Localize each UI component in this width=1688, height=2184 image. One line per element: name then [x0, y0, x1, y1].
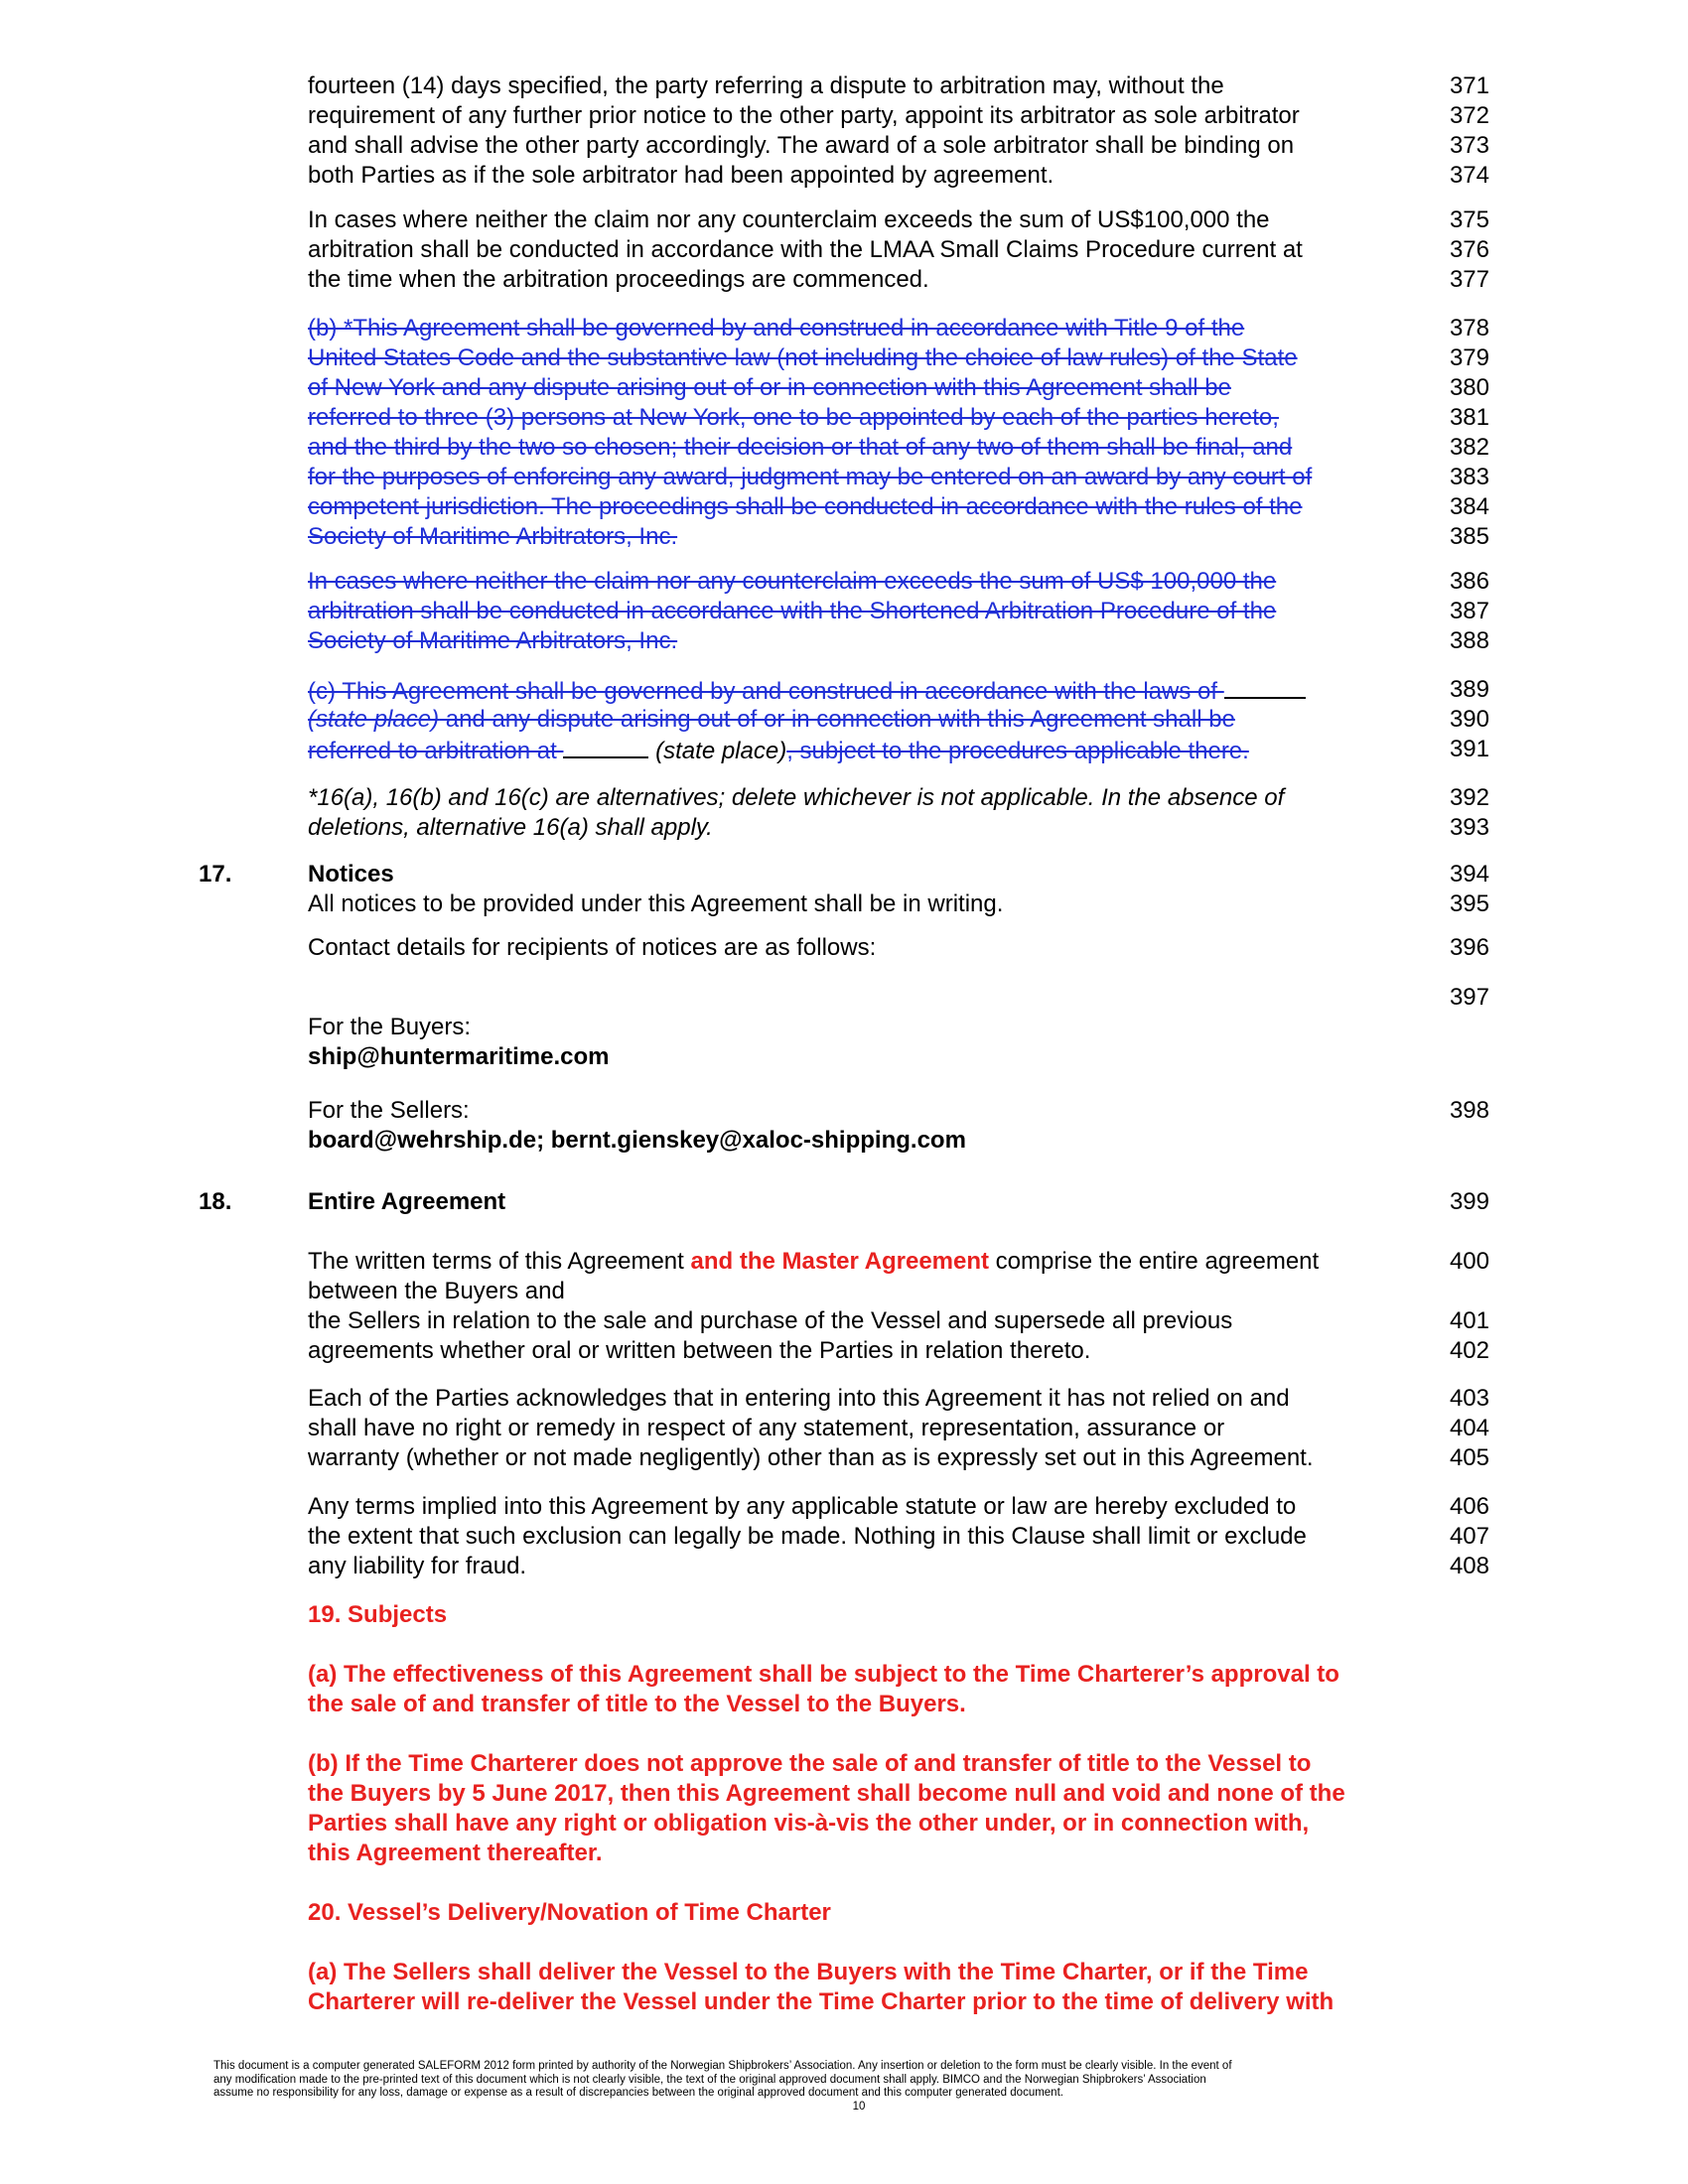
clause-number: 17.: [199, 861, 232, 887]
text-line: both Parties as if the sole arbitrator had been appointed by agreement.: [308, 162, 1055, 189]
inserted-text-line: (a) The effectiveness of this Agreement shall be subject to the Time Charterer’s approval to: [308, 1661, 1339, 1688]
clause-number: 18.: [199, 1188, 232, 1215]
clause-19a: [308, 1660, 1460, 1719]
deleted-text-line: competent jurisdiction. The proceedings shall be conducted in accordance with the rules of the: [308, 493, 1303, 520]
line-number: 377: [1449, 266, 1489, 293]
inserted-text-line: Parties shall have any right or obligation vis-à-vis the other under, or in connection with,: [308, 1810, 1310, 1837]
text-line: deletions, alternative 16(a) shall apply.: [308, 814, 713, 841]
inserted-text-line: this Agreement thereafter.: [308, 1840, 603, 1866]
entire-agreement-p1: [308, 1247, 1460, 1366]
buyers-email: ship@huntermaritime.com: [308, 1043, 610, 1070]
line-number: 379: [1449, 344, 1489, 371]
line-number: 384: [1449, 493, 1489, 520]
inserted-text: and the Master Agreement: [690, 1248, 990, 1275]
blank-field: [563, 735, 648, 758]
inserted-text-line: the sale of and transfer of title to the Vessel to the Buyers.: [308, 1691, 966, 1717]
sellers-email: board@wehrship.de; bernt.gienskey@xaloc-shipping.com: [308, 1127, 966, 1154]
text-line: Each of the Parties acknowledges that in entering into this Agreement it has not relied on and: [308, 1385, 1290, 1412]
text-line: the Sellers in relation to the sale and purchase of the Vessel and supersede all previous: [308, 1307, 1233, 1334]
line-number: 396: [1449, 934, 1489, 961]
text-line: any liability for fraud.: [308, 1553, 527, 1579]
line-number: 375: [1449, 206, 1489, 233]
deleted-clause-16b: [308, 314, 1460, 552]
line-number: 371: [1449, 72, 1489, 99]
text-line: All notices to be provided under this Agreement shall be in writing.: [308, 890, 1004, 917]
paragraph-small-claims: [308, 205, 1460, 295]
line-number: 376: [1449, 236, 1489, 263]
clause-title: 19. Subjects: [308, 1601, 448, 1628]
contact-intro: [308, 933, 1460, 963]
text-line: requirement of any further prior notice to the other party, appoint its arbitrator as sole arbitrator: [308, 102, 1300, 129]
line-number: 393: [1449, 814, 1489, 841]
clause-20a: [308, 1958, 1460, 2017]
line-number: 381: [1449, 404, 1489, 431]
deleted-shortened-procedure: [308, 567, 1460, 656]
paragraph-sole-arbitrator: [308, 71, 1460, 191]
blank-field: [1224, 675, 1306, 699]
deleted-text-line: arbitration shall be conducted in accordance with the Shortened Arbitration Procedure of the: [308, 598, 1277, 624]
line-number: 373: [1449, 132, 1489, 159]
line-number: 391: [1449, 736, 1489, 762]
line-number: 405: [1449, 1444, 1489, 1471]
text-line: warranty (whether or not made negligently) other than as is expressly set out in this Agreement.: [308, 1444, 1314, 1471]
inserted-text-line: Charterer will re-deliver the Vessel under the Time Charter prior to the time of delivery with: [308, 1988, 1335, 2015]
clause-20-delivery: [308, 1898, 1460, 1928]
sellers-label: For the Sellers:: [308, 1097, 470, 1124]
buyers-contact: [308, 1013, 1460, 1072]
alternatives-note: [308, 783, 1460, 843]
deleted-text-line: In cases where neither the claim nor any counterclaim exceeds the sum of US$ 100,000 the: [308, 568, 1277, 595]
line-number: 407: [1449, 1523, 1489, 1550]
deleted-text-line: (b) *This Agreement shall be governed by and construed in accordance with Title 9 of the: [308, 315, 1245, 341]
inserted-text-line: (a) The Sellers shall deliver the Vessel to the Buyers with the Time Charter, or if the Time: [308, 1959, 1309, 1985]
text-line: and shall advise the other party accordingly. The award of a sole arbitrator shall be binding on: [308, 132, 1295, 159]
line-number: 394: [1449, 861, 1489, 887]
text-line: Any terms implied into this Agreement by any applicable statute or law are hereby excluded to: [308, 1493, 1297, 1520]
deleted-text-line: United States Code and the substantive law (not including the choice of law rules) of the State: [308, 344, 1298, 371]
line-number: 401: [1449, 1307, 1489, 1334]
deleted-text-line: referred to three (3) persons at New York, one to be appointed by each of the parties hereto,: [308, 404, 1279, 431]
line-number: 402: [1449, 1337, 1489, 1364]
line-number: 390: [1449, 706, 1489, 733]
page-number: 10: [852, 2100, 866, 2113]
footer-line: This document is a computer generated SALEFORM 2012 form printed by authority of the Norwegian Shipbrokers’ Association. Any insertion or deletion to the form must be clearly visible. In the event of: [213, 2060, 1232, 2072]
clause-18-title-row: [308, 1187, 1460, 1217]
line-number: 404: [1449, 1415, 1489, 1441]
line-number: 385: [1449, 523, 1489, 550]
entire-agreement-p4: [308, 1492, 1460, 1581]
line-number: 380: [1449, 374, 1489, 401]
line-number: 392: [1449, 784, 1489, 811]
text-line: between the Buyers and: [308, 1278, 565, 1304]
text-line: *16(a), 16(b) and 16(c) are alternatives; delete whichever is not applicable. In the absence of: [308, 784, 1285, 811]
line-number: 374: [1449, 162, 1489, 189]
inserted-text-line: (b) If the Time Charterer does not approve the sale of and transfer of title to the Vessel to: [308, 1750, 1312, 1777]
line-number: 372: [1449, 102, 1489, 129]
deleted-text-line: Society of Maritime Arbitrators, Inc.: [308, 627, 678, 654]
line-number: 400: [1449, 1248, 1489, 1275]
footer-line: any modification made to the pre-printed text of this document which is not clearly visible, the text of the original approved document shall apply. BIMCO and the Norwegian Shipbrokers’ Association: [213, 2073, 1206, 2086]
line-number: 406: [1449, 1493, 1489, 1520]
text-line: shall have no right or remedy in respect of any statement, representation, assurance or: [308, 1415, 1225, 1441]
line-number: 378: [1449, 315, 1489, 341]
deleted-clause-16c: [308, 675, 1460, 764]
clause-19b: [308, 1749, 1460, 1868]
text-line: The written terms of this Agreement and the Master Agreement comprise the entire agreement: [308, 1248, 1320, 1275]
deleted-text-line: Society of Maritime Arbitrators, Inc.: [308, 523, 678, 550]
text-line: fourteen (14) days specified, the party referring a dispute to arbitration may, without the: [308, 72, 1224, 99]
deleted-text-line: for the purposes of enforcing any award, judgment may be entered on an award by any court of: [308, 464, 1313, 490]
text-line: In cases where neither the claim nor any counterclaim exceeds the sum of US$100,000 the: [308, 206, 1270, 233]
text-line: agreements whether oral or written between the Parties in relation thereto.: [308, 1337, 1091, 1364]
line-number: 399: [1449, 1188, 1489, 1215]
line-number: 397: [1449, 984, 1489, 1011]
clause-title: Notices: [308, 861, 394, 887]
deleted-text-line: referred to arbitration at (state place), subject to the procedures applicable there.: [308, 735, 1460, 764]
clause-19-subjects: [308, 1600, 1460, 1630]
text-line: the extent that such exclusion can legally be made. Nothing in this Clause shall limit or exclude: [308, 1523, 1307, 1550]
inserted-text-line: the Buyers by 5 June 2017, then this Agreement shall become null and void and none of the: [308, 1780, 1345, 1807]
clause-title: Entire Agreement: [308, 1188, 506, 1215]
line-number: 388: [1449, 627, 1489, 654]
clause-title: 20. Vessel’s Delivery/Novation of Time Charter: [308, 1899, 831, 1926]
line-number: 387: [1449, 598, 1489, 624]
line-number: 395: [1449, 890, 1489, 917]
sellers-contact: [308, 1096, 1460, 1156]
deleted-text-line: (c) This Agreement shall be governed by and construed in accordance with the laws of: [308, 675, 1460, 705]
deleted-text-line: of New York and any dispute arising out of or in connection with this Agreement shall be: [308, 374, 1231, 401]
clause-17-notices: [308, 860, 1460, 919]
line-number: 403: [1449, 1385, 1489, 1412]
deleted-text-line: and the third by the two so chosen; their decision or that of any two of them shall be final, and: [308, 434, 1293, 461]
line-number: 389: [1449, 676, 1489, 703]
footer-disclaimer: [213, 2060, 1504, 2114]
line-number: 382: [1449, 434, 1489, 461]
deleted-text-line: (state place) and any dispute arising out of or in connection with this Agreement shall be: [308, 706, 1235, 733]
text-line: arbitration shall be conducted in accordance with the LMAA Small Claims Procedure current at: [308, 236, 1303, 263]
line-number: 398: [1449, 1097, 1489, 1124]
footer-line: assume no responsibility for any loss, damage or expense as a result of discrepancies between the original approved document and this computer generated document.: [213, 2087, 1063, 2099]
line-number: 383: [1449, 464, 1489, 490]
entire-agreement-p3: [308, 1384, 1460, 1473]
text-line: the time when the arbitration proceedings are commenced.: [308, 266, 929, 293]
buyers-label: For the Buyers:: [308, 1014, 472, 1040]
line-number: 408: [1449, 1553, 1489, 1579]
line-number: 386: [1449, 568, 1489, 595]
text-line: Contact details for recipients of notices are as follows:: [308, 934, 877, 961]
